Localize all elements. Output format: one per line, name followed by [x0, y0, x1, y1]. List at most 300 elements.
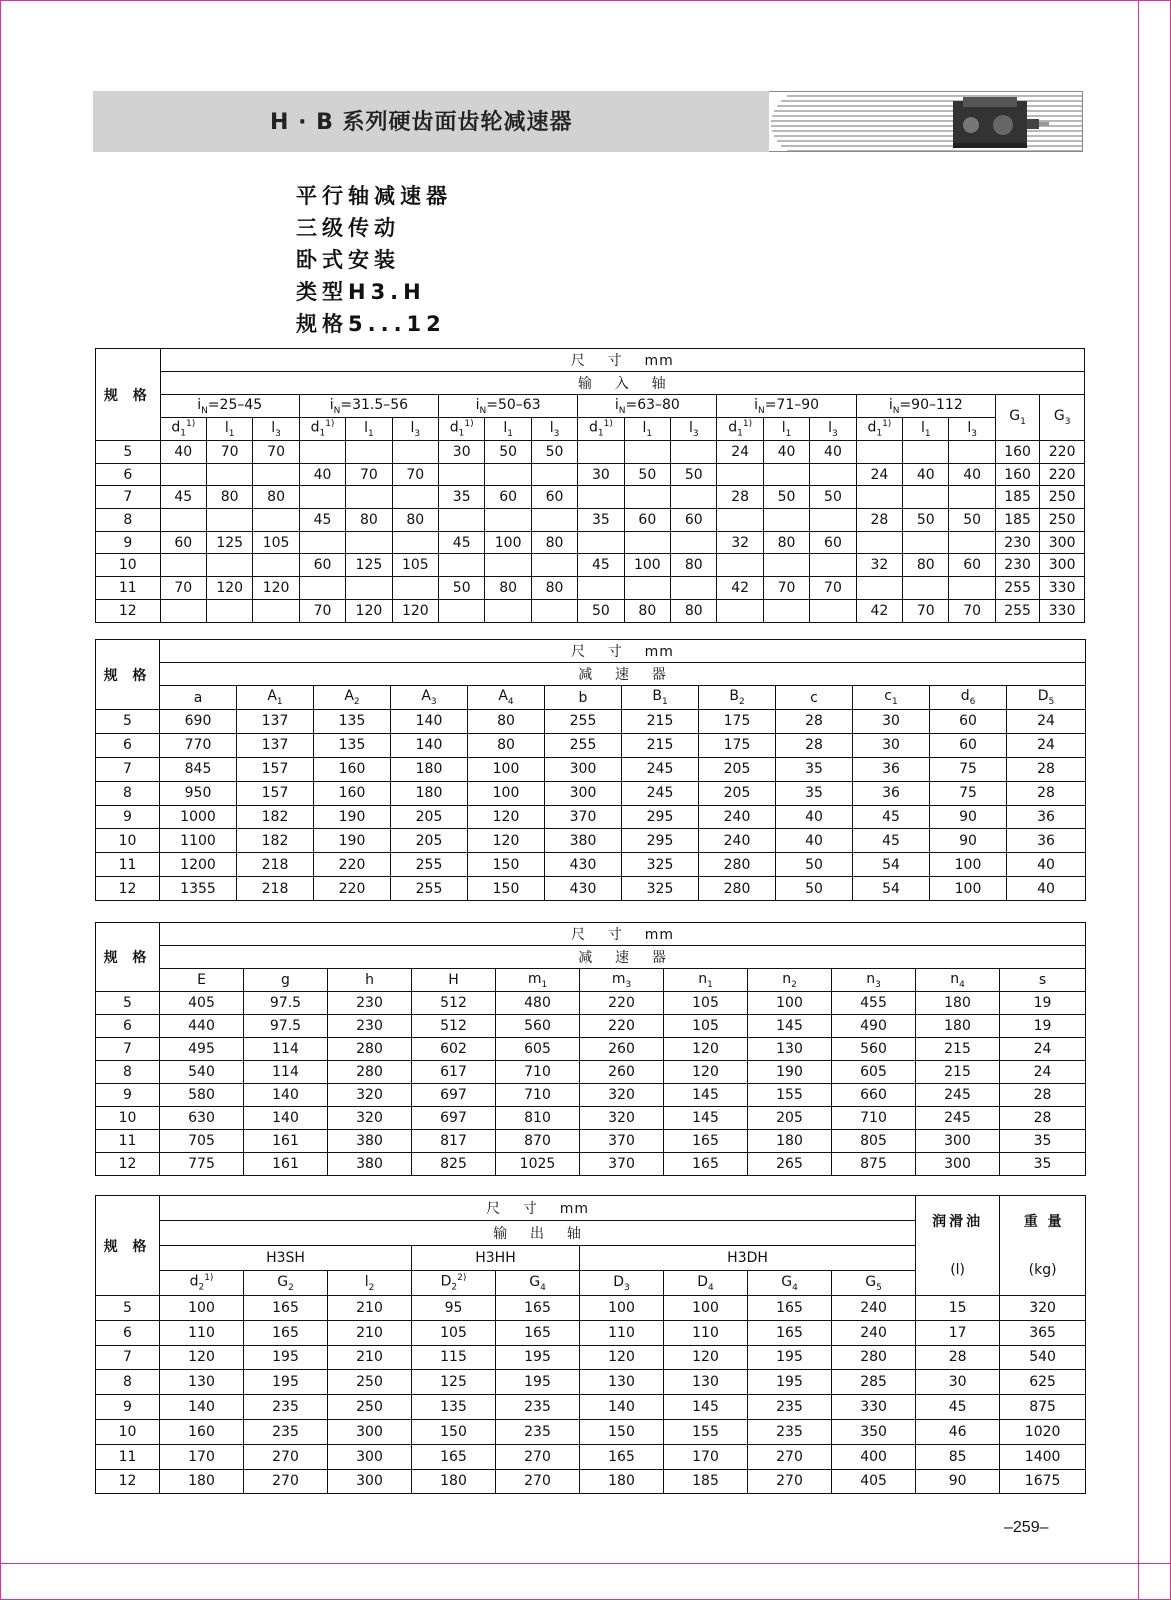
table-row [96, 829, 1086, 853]
column-header: $l_1$ [903, 418, 949, 441]
column-header: E [160, 969, 244, 992]
value-cell: 180 [160, 1469, 244, 1494]
value-cell [253, 599, 299, 622]
column-header: $l_1$ [206, 418, 252, 441]
dimension-header: 尺 寸 mm [160, 923, 1086, 946]
value-cell [671, 577, 717, 600]
value-cell: 80 [253, 486, 299, 509]
value-cell [949, 577, 995, 600]
value-cell: 560 [496, 1015, 580, 1038]
value-cell: 85 [916, 1444, 1000, 1469]
value-cell: 100 [748, 992, 832, 1015]
value-cell: 140 [244, 1084, 328, 1107]
ratio-header: $i_N=71-90$ [717, 395, 856, 418]
value-cell: 175 [699, 710, 776, 734]
column-header: $D_3$ [580, 1271, 664, 1296]
column-header: b [545, 686, 622, 710]
value-cell [763, 509, 809, 532]
value-cell [810, 554, 856, 577]
value-cell: 215 [622, 733, 699, 757]
value-cell: 255 [545, 733, 622, 757]
value-cell: 130 [748, 1038, 832, 1061]
value-cell: 155 [748, 1084, 832, 1107]
table-row [96, 1419, 1086, 1444]
column-header: $m_3$ [580, 969, 664, 992]
value-cell: 120 [664, 1061, 748, 1084]
value-cell: 150 [468, 877, 545, 901]
value-cell [903, 441, 949, 464]
value-cell [949, 531, 995, 554]
value-cell: 35 [1000, 1130, 1086, 1153]
spec-cell: 6 [96, 1320, 160, 1345]
value-cell: 145 [664, 1395, 748, 1420]
value-cell: 690 [160, 710, 237, 734]
value-cell: 255 [995, 599, 1039, 622]
value-cell: 35 [1000, 1153, 1086, 1176]
value-cell [903, 531, 949, 554]
table-row [96, 599, 1085, 622]
value-cell: 28 [776, 710, 853, 734]
value-cell: 70 [206, 441, 252, 464]
value-cell: 295 [622, 805, 699, 829]
column-header: $c_1$ [853, 686, 930, 710]
table-row [96, 531, 1085, 554]
value-cell: 875 [832, 1153, 916, 1176]
value-cell: 210 [328, 1296, 412, 1321]
table-row [96, 1084, 1086, 1107]
value-cell [624, 531, 670, 554]
value-cell: 24 [856, 463, 902, 486]
value-cell: 255 [391, 853, 468, 877]
spec-cell: 10 [96, 829, 160, 853]
value-cell: 770 [160, 733, 237, 757]
spec-cell: 11 [96, 577, 161, 600]
column-header: $d_1^{1)}$ [717, 418, 763, 441]
value-cell [299, 486, 345, 509]
value-cell: 40 [1007, 853, 1086, 877]
value-cell: 80 [903, 554, 949, 577]
value-cell: 330 [1040, 599, 1085, 622]
value-cell: 50 [671, 463, 717, 486]
value-cell [810, 463, 856, 486]
value-cell [206, 554, 252, 577]
column-header: $A_3$ [391, 686, 468, 710]
value-cell: 165 [244, 1320, 328, 1345]
value-cell: 165 [496, 1296, 580, 1321]
spec-cell: 12 [96, 1153, 160, 1176]
value-cell: 161 [244, 1153, 328, 1176]
value-cell: 1020 [1000, 1419, 1086, 1444]
value-cell: 19 [1000, 1015, 1086, 1038]
value-cell [299, 577, 345, 600]
value-cell: 130 [160, 1370, 244, 1395]
value-cell [392, 441, 438, 464]
value-cell: 950 [160, 781, 237, 805]
column-header: $D_2^{2)}$ [412, 1271, 496, 1296]
value-cell: 705 [160, 1130, 244, 1153]
value-cell [856, 577, 902, 600]
value-cell: 90 [916, 1469, 1000, 1494]
spec-cell: 8 [96, 1061, 160, 1084]
value-cell: 605 [496, 1038, 580, 1061]
value-cell: 50 [776, 853, 853, 877]
column-header: $D_4$ [664, 1271, 748, 1296]
spec-cell: 6 [96, 733, 160, 757]
value-cell: 540 [1000, 1345, 1086, 1370]
value-cell: 1675 [1000, 1469, 1086, 1494]
value-cell: 46 [916, 1419, 1000, 1444]
value-cell: 230 [995, 554, 1039, 577]
value-cell: 185 [664, 1469, 748, 1494]
column-header: $G_4$ [748, 1271, 832, 1296]
value-cell: 157 [237, 781, 314, 805]
value-cell [485, 463, 531, 486]
value-cell: 35 [578, 509, 624, 532]
spec-cell: 7 [96, 1038, 160, 1061]
column-header: $n_2$ [748, 969, 832, 992]
value-cell: 28 [916, 1345, 1000, 1370]
value-cell: 365 [1000, 1320, 1086, 1345]
value-cell: 60 [160, 531, 206, 554]
value-cell: 165 [664, 1130, 748, 1153]
value-cell: 28 [1000, 1084, 1086, 1107]
value-cell: 195 [748, 1370, 832, 1395]
value-cell: 230 [995, 531, 1039, 554]
value-cell: 28 [1007, 781, 1086, 805]
column-header: $A_2$ [314, 686, 391, 710]
value-cell: 140 [391, 733, 468, 757]
value-cell: 300 [916, 1153, 1000, 1176]
value-cell [810, 599, 856, 622]
value-cell: 165 [748, 1320, 832, 1345]
value-cell [346, 577, 392, 600]
value-cell: 280 [328, 1061, 412, 1084]
value-cell: 145 [664, 1084, 748, 1107]
value-cell: 54 [853, 877, 930, 901]
value-cell: 240 [699, 805, 776, 829]
value-cell: 580 [160, 1084, 244, 1107]
table-row [96, 577, 1085, 600]
value-cell: 325 [622, 877, 699, 901]
value-cell: 1000 [160, 805, 237, 829]
value-cell: 160 [995, 441, 1039, 464]
value-cell: 300 [328, 1419, 412, 1444]
value-cell: 250 [1040, 486, 1085, 509]
reducer-dimension-table-1 [95, 639, 1086, 901]
value-cell: 710 [496, 1061, 580, 1084]
value-cell: 300 [1040, 531, 1085, 554]
value-cell: 45 [160, 486, 206, 509]
value-cell: 710 [496, 1084, 580, 1107]
value-cell: 35 [776, 757, 853, 781]
value-cell: 240 [832, 1296, 916, 1321]
column-header: $l_1$ [485, 418, 531, 441]
table-row [96, 1395, 1086, 1420]
table-row [96, 1345, 1086, 1370]
reducer-dimension-table-2 [95, 922, 1086, 1176]
value-cell: 180 [748, 1130, 832, 1153]
spec-cell: 5 [96, 710, 160, 734]
column-header: $B_1$ [622, 686, 699, 710]
column-header: $l_1$ [346, 418, 392, 441]
value-cell: 825 [412, 1153, 496, 1176]
value-cell: 295 [622, 829, 699, 853]
output-shaft-header: 输 出 轴 [160, 1221, 916, 1246]
value-cell: 235 [244, 1419, 328, 1444]
value-cell: 512 [412, 1015, 496, 1038]
ratio-header: $i_N=90-112$ [856, 395, 995, 418]
value-cell: 50 [578, 599, 624, 622]
value-cell: 42 [856, 599, 902, 622]
column-header: $d_2^{1)}$ [160, 1271, 244, 1296]
value-cell: 35 [439, 486, 485, 509]
value-cell [578, 531, 624, 554]
table-row [96, 554, 1085, 577]
value-cell: 24 [1007, 710, 1086, 734]
value-cell: 24 [1000, 1061, 1086, 1084]
value-cell: 250 [1040, 509, 1085, 532]
value-cell: 155 [664, 1419, 748, 1444]
value-cell: 280 [699, 853, 776, 877]
column-header: $l_3$ [253, 418, 299, 441]
value-cell: 60 [930, 710, 1007, 734]
gear-reducer-photo-icon [951, 95, 1051, 154]
value-cell: 50 [949, 509, 995, 532]
value-cell [346, 486, 392, 509]
value-cell [439, 463, 485, 486]
value-cell [439, 509, 485, 532]
dimension-header: 尺 寸 mm [160, 1196, 916, 1221]
column-header: s [1000, 969, 1086, 992]
value-cell: 60 [531, 486, 577, 509]
value-cell: 45 [299, 509, 345, 532]
value-cell: 320 [328, 1107, 412, 1130]
column-header: $l_3$ [810, 418, 856, 441]
value-cell: 265 [748, 1153, 832, 1176]
value-cell: 80 [531, 577, 577, 600]
value-cell [392, 531, 438, 554]
value-cell: 405 [832, 1469, 916, 1494]
value-cell: 137 [237, 710, 314, 734]
value-cell: 540 [160, 1061, 244, 1084]
value-cell: 100 [485, 531, 531, 554]
value-cell: 42 [717, 577, 763, 600]
value-cell: 140 [160, 1395, 244, 1420]
value-cell [206, 463, 252, 486]
value-cell: 280 [832, 1345, 916, 1370]
value-cell: 28 [717, 486, 763, 509]
value-cell: 70 [346, 463, 392, 486]
value-cell: 190 [314, 805, 391, 829]
value-cell: 40 [776, 829, 853, 853]
value-cell [346, 531, 392, 554]
output-shaft-table [95, 1195, 1086, 1494]
value-cell: 70 [903, 599, 949, 622]
value-cell: 560 [832, 1038, 916, 1061]
value-cell: 630 [160, 1107, 244, 1130]
value-cell: 70 [392, 463, 438, 486]
page-trim-line [1138, 0, 1139, 1600]
value-cell [531, 554, 577, 577]
value-cell: 218 [237, 853, 314, 877]
dimension-header: 尺 寸 mm [160, 349, 1084, 372]
value-cell: 105 [253, 531, 299, 554]
value-cell: 320 [328, 1084, 412, 1107]
table-row [96, 1015, 1086, 1038]
value-cell: 30 [853, 733, 930, 757]
spec-header: 规 格 [96, 349, 161, 441]
value-cell: 180 [916, 992, 1000, 1015]
value-cell: 605 [832, 1061, 916, 1084]
spec-cell: 5 [96, 441, 161, 464]
spec-cell: 12 [96, 599, 161, 622]
value-cell: 36 [853, 757, 930, 781]
value-cell [160, 554, 206, 577]
column-header: $l_2$ [328, 1271, 412, 1296]
table-row [96, 805, 1086, 829]
value-cell: 50 [624, 463, 670, 486]
value-cell: 45 [853, 829, 930, 853]
value-cell: 150 [580, 1419, 664, 1444]
value-cell: 161 [244, 1130, 328, 1153]
value-cell: 235 [496, 1395, 580, 1420]
value-cell: 300 [328, 1469, 412, 1494]
oil-header: 润滑油 [916, 1196, 1000, 1246]
value-cell: 40 [1007, 877, 1086, 901]
value-cell [485, 554, 531, 577]
spec-cell: 11 [96, 853, 160, 877]
page-title: H · B 系列硬齿面齿轮减速器 [270, 110, 573, 135]
value-cell: 75 [930, 757, 1007, 781]
value-cell: 120 [253, 577, 299, 600]
title-banner [93, 91, 1083, 152]
reducer-header: 减 速 器 [160, 663, 1086, 686]
value-cell: 440 [160, 1015, 244, 1038]
value-cell [717, 463, 763, 486]
table-row [96, 1107, 1086, 1130]
value-cell: 697 [412, 1084, 496, 1107]
value-cell: 28 [1007, 757, 1086, 781]
spec-cell: 11 [96, 1130, 160, 1153]
value-cell: 430 [545, 877, 622, 901]
value-cell: 625 [1000, 1370, 1086, 1395]
value-cell: 195 [496, 1345, 580, 1370]
spec-header: 规 格 [96, 1196, 160, 1296]
spec-cell: 10 [96, 1419, 160, 1444]
column-header: a [160, 686, 237, 710]
value-cell: 285 [832, 1370, 916, 1395]
value-cell [856, 486, 902, 509]
value-cell: 165 [664, 1153, 748, 1176]
value-cell: 80 [206, 486, 252, 509]
value-cell: 60 [930, 733, 1007, 757]
value-cell: 205 [699, 781, 776, 805]
value-cell: 30 [578, 463, 624, 486]
value-cell: 870 [496, 1130, 580, 1153]
value-cell [578, 486, 624, 509]
value-cell: 120 [664, 1038, 748, 1061]
value-cell: 114 [244, 1061, 328, 1084]
g1-header: $G_1$ [995, 395, 1039, 441]
value-cell [624, 577, 670, 600]
value-cell: 110 [664, 1320, 748, 1345]
value-cell: 330 [1040, 577, 1085, 600]
value-cell: 370 [580, 1153, 664, 1176]
value-cell: 30 [439, 441, 485, 464]
value-cell: 230 [328, 992, 412, 1015]
table-row [96, 1296, 1086, 1321]
value-cell: 80 [671, 599, 717, 622]
value-cell: 40 [903, 463, 949, 486]
value-cell: 120 [160, 1345, 244, 1370]
value-cell: 140 [244, 1107, 328, 1130]
value-cell [949, 441, 995, 464]
spec-cell: 6 [96, 1015, 160, 1038]
subtitle-line: 规格5...12 [296, 312, 446, 336]
value-cell [160, 463, 206, 486]
value-cell: 95 [412, 1296, 496, 1321]
h3sh-header: H3SH [160, 1246, 412, 1271]
table-row [96, 992, 1086, 1015]
value-cell: 105 [412, 1320, 496, 1345]
value-cell: 220 [1040, 463, 1085, 486]
value-cell: 40 [299, 463, 345, 486]
value-cell: 245 [916, 1084, 1000, 1107]
spec-cell: 5 [96, 992, 160, 1015]
value-cell: 182 [237, 829, 314, 853]
g3-header: $G_3$ [1040, 395, 1085, 441]
value-cell: 100 [624, 554, 670, 577]
value-cell: 215 [916, 1061, 1000, 1084]
value-cell: 28 [1000, 1107, 1086, 1130]
column-header: $l_3$ [392, 418, 438, 441]
value-cell: 602 [412, 1038, 496, 1061]
value-cell: 218 [237, 877, 314, 901]
column-header: $d_1^{1)}$ [856, 418, 902, 441]
value-cell: 185 [995, 486, 1039, 509]
ratio-header: $i_N=25-45$ [160, 395, 299, 418]
value-cell [856, 441, 902, 464]
h3dh-header: H3DH [580, 1246, 916, 1271]
value-cell: 36 [853, 781, 930, 805]
value-cell: 280 [328, 1038, 412, 1061]
spec-cell: 8 [96, 509, 161, 532]
value-cell: 205 [748, 1107, 832, 1130]
weight-unit: (kg) [1000, 1246, 1086, 1296]
value-cell: 105 [664, 1015, 748, 1038]
value-cell: 300 [1040, 554, 1085, 577]
h3hh-header: H3HH [412, 1246, 580, 1271]
column-header: g [244, 969, 328, 992]
value-cell: 100 [468, 781, 545, 805]
value-cell: 24 [717, 441, 763, 464]
value-cell: 80 [624, 599, 670, 622]
value-cell: 300 [545, 781, 622, 805]
value-cell: 135 [314, 733, 391, 757]
value-cell: 40 [810, 441, 856, 464]
value-cell: 125 [346, 554, 392, 577]
value-cell [485, 599, 531, 622]
column-header: c [776, 686, 853, 710]
value-cell: 817 [412, 1130, 496, 1153]
value-cell: 165 [496, 1320, 580, 1345]
spec-cell: 7 [96, 486, 161, 509]
value-cell [624, 441, 670, 464]
column-header: $G_2$ [244, 1271, 328, 1296]
value-cell: 320 [1000, 1296, 1086, 1321]
value-cell: 70 [253, 441, 299, 464]
spec-cell: 8 [96, 1370, 160, 1395]
